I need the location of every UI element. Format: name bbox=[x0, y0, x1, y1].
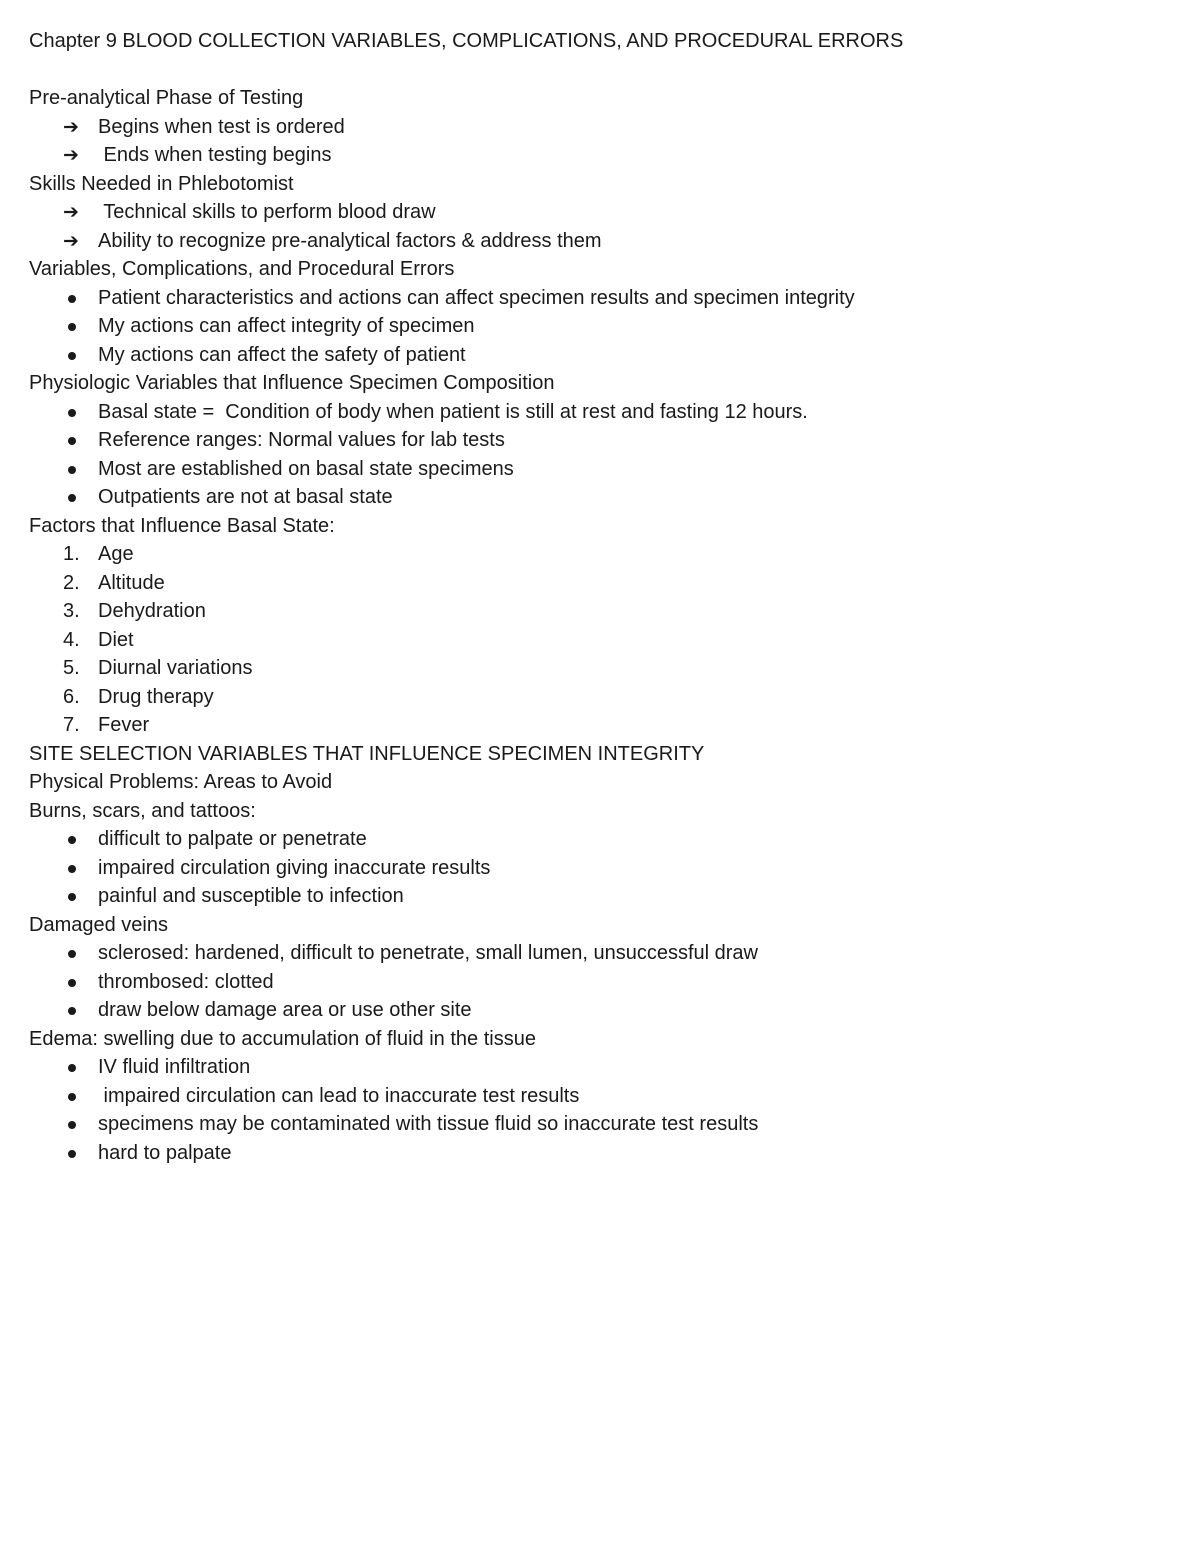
list-item-text: Ends when testing begins bbox=[98, 144, 332, 166]
list-item bbox=[29, 1139, 1169, 1168]
arrow-bullet-icon: ➔ bbox=[63, 229, 79, 252]
list-item-text: sclerosed: hardened, difficult to penetrate, small lumen, unsuccessful draw bbox=[98, 942, 758, 964]
list-item bbox=[29, 141, 1169, 170]
list-item-text: draw below damage area or use other site bbox=[98, 999, 472, 1021]
list-item bbox=[29, 198, 1169, 227]
list-item-text: impaired circulation can lead to inaccurate test results bbox=[98, 1084, 580, 1107]
list-item bbox=[29, 711, 1169, 740]
arrow-bullet-icon: ➔ bbox=[63, 144, 79, 166]
list-item bbox=[29, 1110, 1169, 1139]
list-item bbox=[29, 113, 1169, 142]
list-item bbox=[29, 284, 1169, 313]
list-item-text: difficult to palpate or penetrate bbox=[98, 828, 367, 850]
list-item-text: Most are established on basal state specimens bbox=[98, 457, 514, 480]
list-item-text: Basal state = Condition of body when patient is still at rest and fasting 12 hours. bbox=[98, 400, 808, 423]
list-item bbox=[29, 455, 1169, 484]
list-item-text: impaired circulation giving inaccurate results bbox=[98, 856, 491, 879]
list-item-text: Reference ranges: Normal values for lab tests bbox=[98, 429, 505, 451]
list-item bbox=[29, 996, 1169, 1025]
list-item bbox=[29, 341, 1169, 370]
list-number: 6. bbox=[63, 685, 80, 708]
section-heading: Physiologic Variables that Influence Specimen Composition bbox=[29, 372, 555, 394]
list-item-text: Outpatients are not at basal state bbox=[98, 486, 393, 508]
section-heading: Physical Problems: Areas to Avoid bbox=[29, 771, 333, 793]
list-item bbox=[29, 398, 1169, 427]
section-heading: Edema: swelling due to accumulation of fluid in the tissue bbox=[29, 1027, 536, 1050]
list-item bbox=[29, 854, 1169, 883]
list-item bbox=[29, 1082, 1169, 1111]
arrow-bullet-icon: ➔ bbox=[63, 201, 79, 223]
list-item-text: My actions can affect the safety of patient bbox=[98, 343, 466, 366]
list-item-text: Altitude bbox=[98, 571, 165, 594]
list-item-text: Begins when test is ordered bbox=[98, 115, 345, 138]
section-heading: Pre-analytical Phase of Testing bbox=[29, 87, 304, 109]
list-item bbox=[29, 882, 1169, 911]
arrow-bullet-icon: ➔ bbox=[63, 115, 79, 138]
document-title: Chapter 9 BLOOD COLLECTION VARIABLES, COMPLICATIONS, AND PROCEDURAL ERRORS bbox=[29, 30, 904, 52]
list-item-text: thrombosed: clotted bbox=[98, 970, 274, 993]
list-item bbox=[29, 939, 1169, 968]
list-item-text: My actions can affect integrity of specimen bbox=[98, 315, 475, 337]
list-number: 5. bbox=[63, 657, 80, 679]
list-item-text: Fever bbox=[98, 714, 150, 736]
list-item bbox=[29, 597, 1169, 626]
list-number: 3. bbox=[63, 600, 80, 622]
list-number: 1. bbox=[63, 543, 80, 565]
list-item-text: specimens may be contaminated with tissue fluid so inaccurate test results bbox=[98, 1113, 759, 1135]
list-number: 4. bbox=[63, 628, 80, 651]
list-item-text: painful and susceptible to infection bbox=[98, 885, 404, 907]
list-item bbox=[29, 683, 1169, 712]
list-item-text: Dehydration bbox=[98, 600, 206, 622]
list-item-text: Patient characteristics and actions can affect specimen results and specimen integrity bbox=[98, 286, 855, 309]
document-body bbox=[29, 27, 1169, 1167]
section-heading: Burns, scars, and tattoos: bbox=[29, 799, 256, 822]
list-number: 2. bbox=[63, 571, 80, 594]
list-item bbox=[29, 626, 1169, 655]
section-heading: SITE SELECTION VARIABLES THAT INFLUENCE SPECIMEN INTEGRITY bbox=[29, 742, 705, 765]
list-item-text: Technical skills to perform blood draw bbox=[98, 201, 436, 223]
section-heading: Skills Needed in Phlebotomist bbox=[29, 172, 294, 195]
list-item bbox=[29, 968, 1169, 997]
section-heading: Damaged veins bbox=[29, 913, 168, 936]
list-item-text: Age bbox=[98, 543, 134, 565]
list-item bbox=[29, 426, 1169, 455]
section-heading: Variables, Complications, and Procedural Errors bbox=[29, 258, 455, 280]
list-item-text: Diurnal variations bbox=[98, 657, 253, 679]
list-item-text: IV fluid infiltration bbox=[98, 1056, 251, 1078]
list-item bbox=[29, 227, 1169, 256]
list-item-text: Ability to recognize pre-analytical factors & address them bbox=[98, 229, 602, 252]
list-item-text: Diet bbox=[98, 628, 134, 651]
list-item-text: Drug therapy bbox=[98, 685, 214, 708]
list-number: 7. bbox=[63, 714, 80, 736]
list-item bbox=[29, 569, 1169, 598]
list-item bbox=[29, 483, 1169, 512]
list-item bbox=[29, 312, 1169, 341]
section-heading: Factors that Influence Basal State: bbox=[29, 514, 335, 537]
list-item bbox=[29, 1053, 1169, 1082]
list-item bbox=[29, 654, 1169, 683]
list-item bbox=[29, 540, 1169, 569]
list-item-text: hard to palpate bbox=[98, 1141, 232, 1164]
list-item bbox=[29, 825, 1169, 854]
